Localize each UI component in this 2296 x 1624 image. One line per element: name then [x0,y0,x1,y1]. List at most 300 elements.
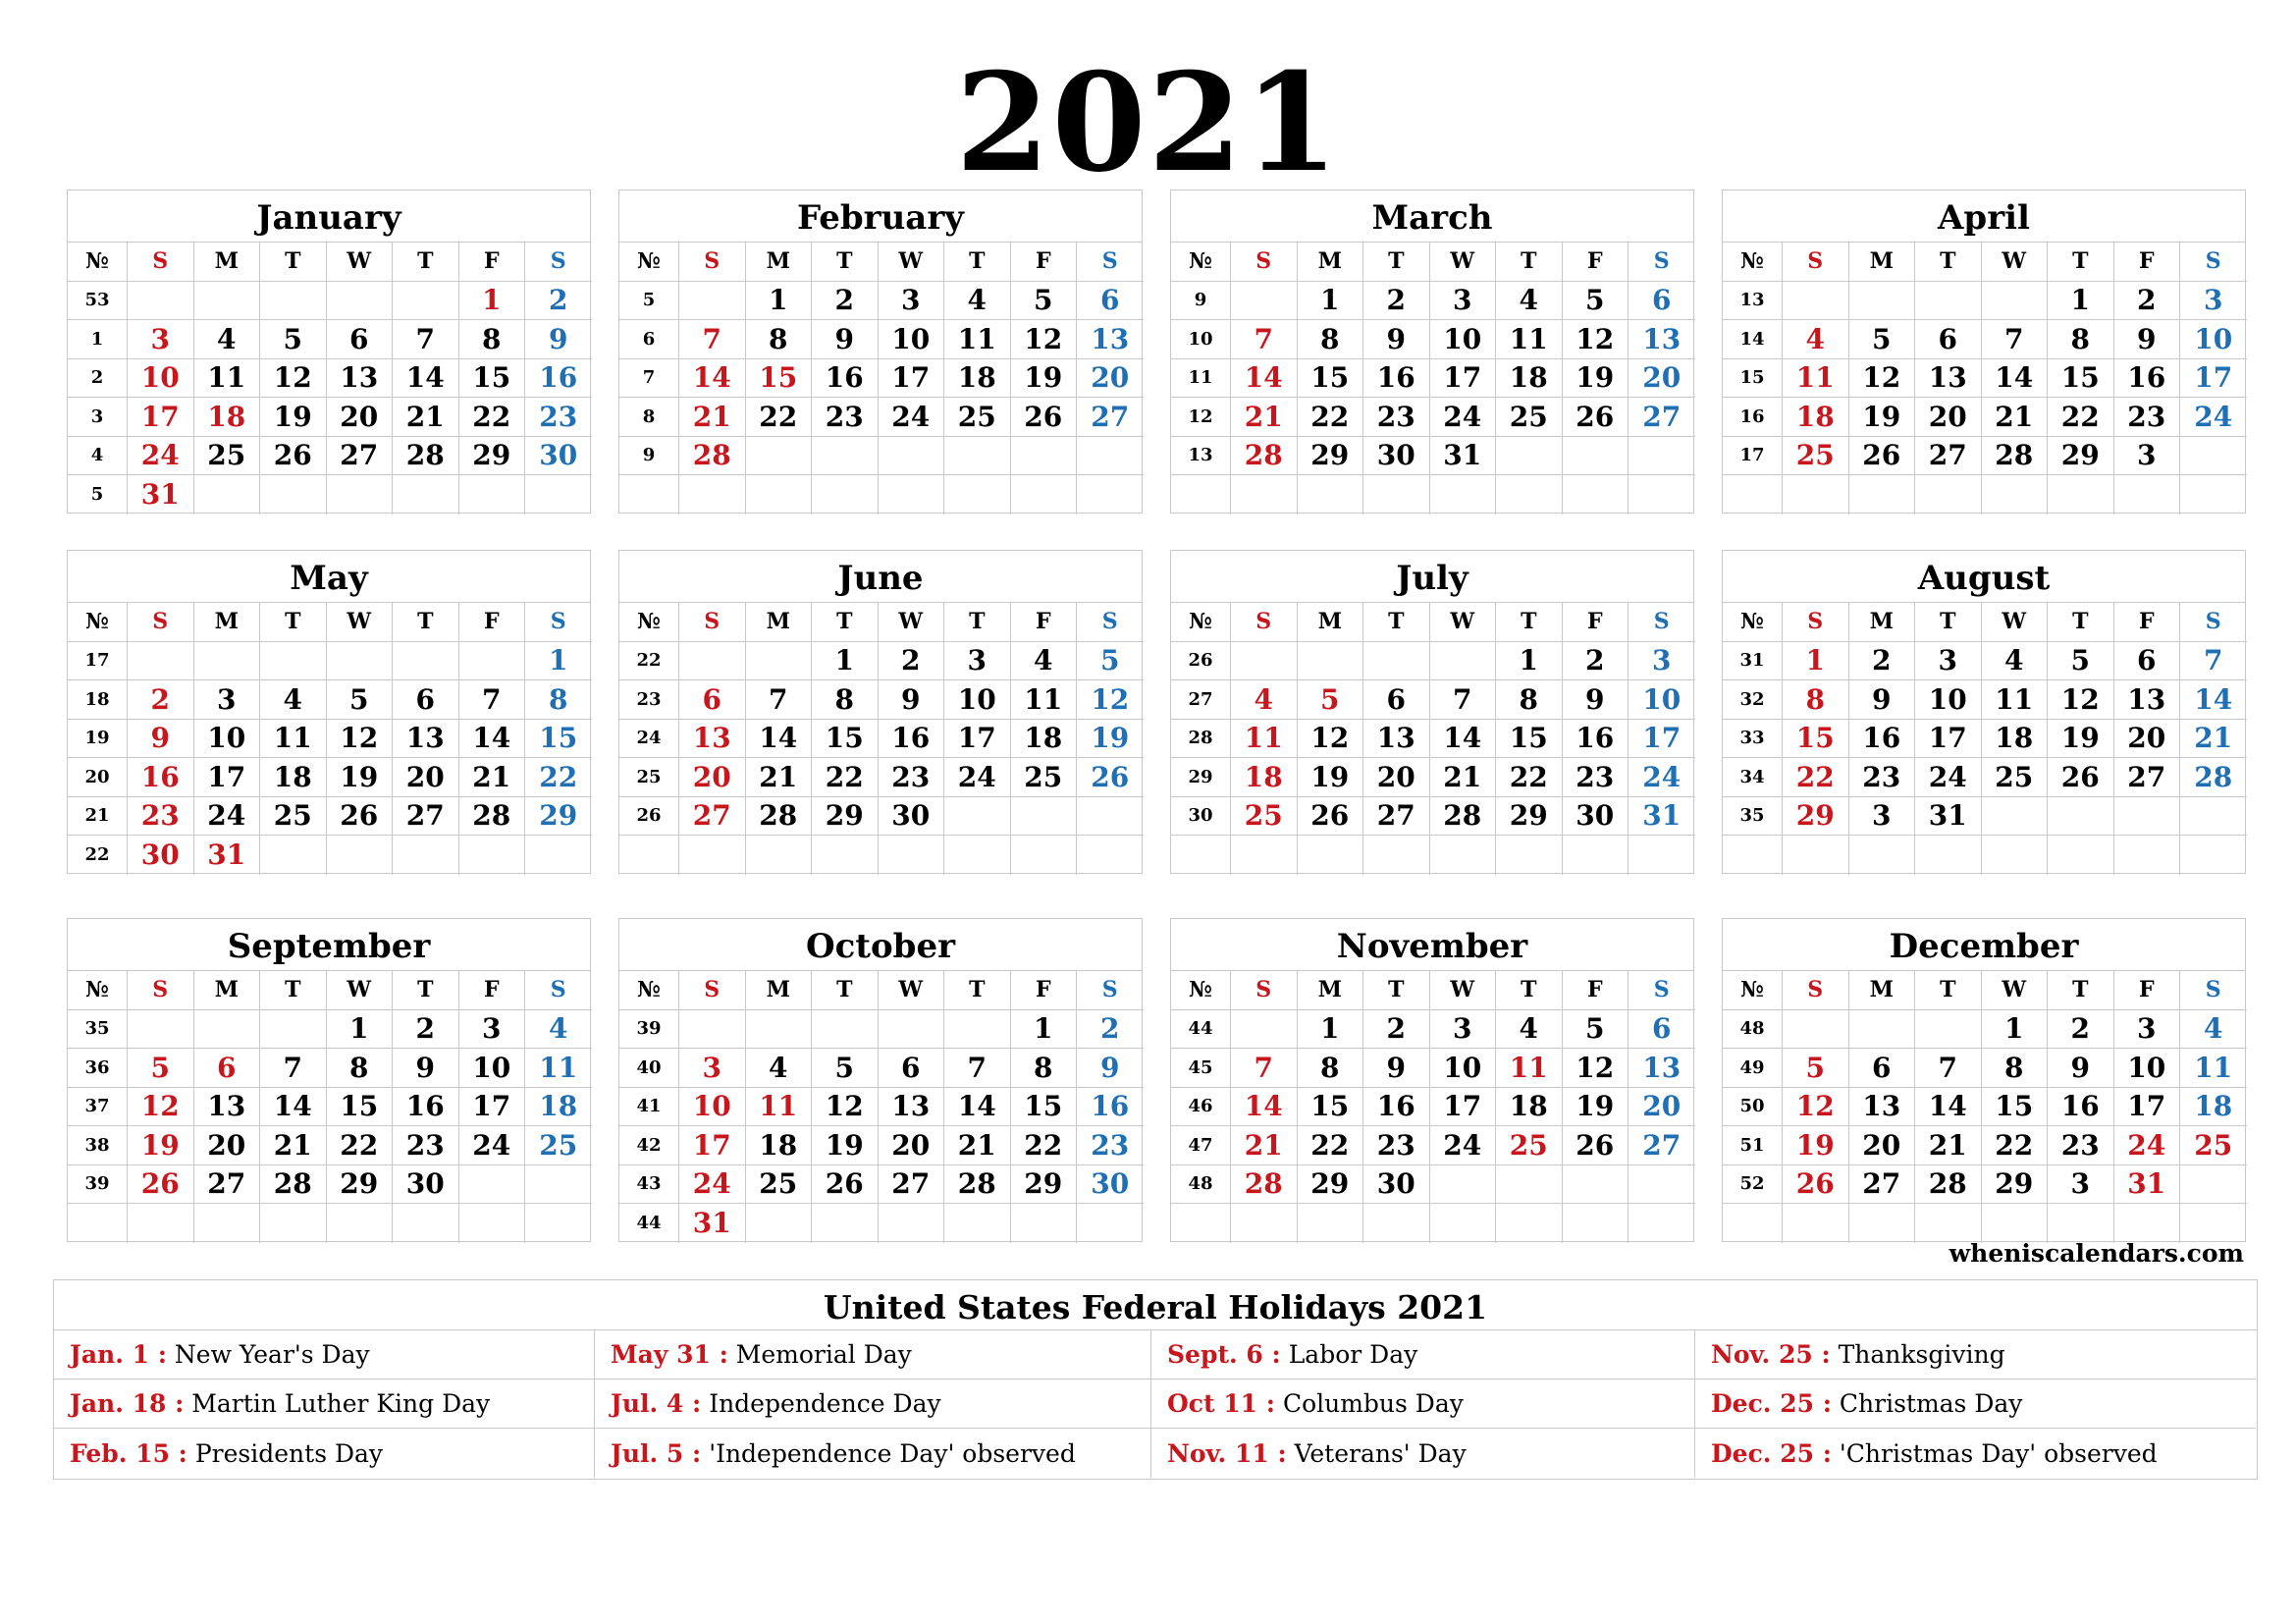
week-number-header: № [1723,243,1783,282]
weekday-header: S [1629,243,1695,282]
empty-day-cell [1011,475,1078,514]
day-cell: 13 [1915,359,1982,399]
day-cell: 12 [1563,1049,1629,1088]
day-cell: 19 [812,1126,879,1165]
holiday-date: Jan. 1 : [70,1340,167,1369]
empty-day-cell [1563,1165,1629,1205]
month-grid [68,971,590,1243]
day-cell: 18 [944,359,1011,399]
day-cell: 9 [2048,1049,2114,1088]
day-cell: 6 [879,1049,945,1088]
weekday-header: S [1231,603,1298,642]
day-cell: 20 [1363,758,1430,797]
month-name: November [1171,919,1693,971]
day-cell: 26 [1783,1165,1849,1205]
day-cell: 22 [746,398,813,437]
weekday-header: T [1915,603,1982,642]
weekday-header: S [525,971,592,1010]
day-cell: 13 [679,720,746,759]
empty-day-cell [1563,437,1629,476]
day-cell: 7 [746,680,813,720]
week-number: 39 [619,1010,679,1050]
weekday-header: M [1849,243,1916,282]
week-number: 5 [68,475,128,514]
week-number: 5 [619,282,679,321]
empty-day-cell [1231,1010,1298,1050]
month-grid [619,971,1142,1243]
empty-day-cell [459,642,526,681]
empty-day-cell [944,1204,1011,1243]
holiday-name: Christmas Day [1839,1389,2023,1418]
weekday-header: T [1915,971,1982,1010]
holiday-entry [595,1330,1151,1380]
day-cell: 29 [1783,797,1849,837]
empty-day-cell [1982,1204,2049,1243]
empty-day-cell [746,1204,813,1243]
empty-day-cell [393,282,459,321]
day-cell: 28 [393,437,459,476]
day-cell: 6 [1363,680,1430,720]
day-cell: 21 [459,758,526,797]
holiday-name: Veterans' Day [1294,1438,1467,1468]
day-cell: 12 [1563,320,1629,359]
week-number: 21 [68,797,128,837]
week-number: 22 [68,836,128,875]
empty-day-cell [1496,475,1563,514]
empty-day-cell [812,437,879,476]
day-cell: 6 [2114,642,2181,681]
weekday-header: T [393,243,459,282]
day-cell: 4 [1011,642,1078,681]
empty-day-cell [679,836,746,875]
week-number: 53 [68,282,128,321]
week-number-header: № [68,603,128,642]
day-cell: 31 [2114,1165,2181,1205]
weekday-header: S [679,971,746,1010]
week-number: 39 [68,1165,128,1205]
weekday-header: M [746,603,813,642]
empty-day-cell [260,282,327,321]
weekday-header: M [194,603,261,642]
day-cell: 10 [679,1088,746,1127]
day-cell: 14 [2180,680,2247,720]
day-cell: 26 [1011,398,1078,437]
day-cell: 4 [1496,1010,1563,1050]
month-name: March [1171,190,1693,243]
day-cell: 25 [1496,398,1563,437]
week-number [68,1204,128,1243]
empty-day-cell [812,475,879,514]
day-cell: 8 [1298,1049,1364,1088]
empty-day-cell [128,282,194,321]
day-cell: 19 [327,758,394,797]
day-cell: 18 [194,398,261,437]
day-cell: 27 [679,797,746,837]
day-cell: 25 [1231,797,1298,837]
day-cell: 7 [1982,320,2049,359]
empty-day-cell [2048,836,2114,875]
month-name: October [619,919,1142,971]
day-cell: 16 [879,720,945,759]
day-cell: 12 [327,720,394,759]
day-cell: 4 [194,320,261,359]
month-february [618,189,1143,514]
day-cell: 26 [128,1165,194,1205]
day-cell: 15 [1783,720,1849,759]
empty-day-cell [879,1010,945,1050]
empty-day-cell [1298,642,1364,681]
day-cell: 29 [459,437,526,476]
day-cell: 5 [260,320,327,359]
day-cell: 3 [2180,282,2247,321]
weekday-header: S [2180,971,2247,1010]
day-cell: 11 [2180,1049,2247,1088]
empty-day-cell [1231,1204,1298,1243]
month-grid [1171,603,1693,875]
day-cell: 20 [2114,720,2181,759]
month-august [1722,550,2246,874]
day-cell: 25 [944,398,1011,437]
weekday-header: W [1430,243,1497,282]
holiday-name: 'Christmas Day' observed [1839,1438,2158,1468]
day-cell: 23 [1363,398,1430,437]
day-cell: 24 [679,1165,746,1205]
day-cell: 30 [1363,437,1430,476]
day-cell: 20 [393,758,459,797]
day-cell: 24 [1629,758,1695,797]
empty-day-cell [1496,1165,1563,1205]
empty-day-cell [2048,797,2114,837]
day-cell: 4 [525,1010,592,1050]
weekday-header: F [459,603,526,642]
empty-day-cell [812,1010,879,1050]
weekday-header: M [746,243,813,282]
day-cell: 30 [1077,1165,1144,1205]
day-cell: 11 [1783,359,1849,399]
day-cell: 9 [812,320,879,359]
day-cell: 18 [1783,398,1849,437]
day-cell: 14 [260,1088,327,1127]
week-number: 46 [1171,1088,1231,1127]
empty-day-cell [1298,836,1364,875]
day-cell: 17 [2114,1088,2181,1127]
day-cell: 13 [327,359,394,399]
day-cell: 14 [944,1088,1011,1127]
week-number: 18 [68,680,128,720]
day-cell: 6 [1849,1049,1916,1088]
day-cell: 17 [1430,359,1497,399]
day-cell: 16 [1563,720,1629,759]
week-number: 11 [1171,359,1231,399]
day-cell: 22 [1783,758,1849,797]
weekday-header: S [1783,971,1849,1010]
day-cell: 1 [327,1010,394,1050]
day-cell: 17 [1915,720,1982,759]
day-cell: 29 [2048,437,2114,476]
calendar-year-title: 2021 [955,42,1341,202]
day-cell: 1 [1298,282,1364,321]
week-number: 20 [68,758,128,797]
holidays-title: United States Federal Holidays 2021 [54,1280,2257,1330]
week-number: 15 [1723,359,1783,399]
week-number: 45 [1171,1049,1231,1088]
day-cell: 27 [1629,398,1695,437]
day-cell: 24 [944,758,1011,797]
day-cell: 8 [1982,1049,2049,1088]
day-cell: 2 [1849,642,1916,681]
day-cell: 25 [1496,1126,1563,1165]
day-cell: 25 [1011,758,1078,797]
empty-day-cell [1563,836,1629,875]
empty-day-cell [1363,642,1430,681]
empty-day-cell [1982,797,2049,837]
empty-day-cell [1011,437,1078,476]
day-cell: 16 [393,1088,459,1127]
weekday-header: T [944,971,1011,1010]
weekday-header: M [1298,971,1364,1010]
holiday-name: Independence Day [709,1389,941,1418]
holiday-name: Martin Luther King Day [191,1389,491,1418]
empty-day-cell [459,475,526,514]
day-cell: 17 [1430,1088,1497,1127]
day-cell: 27 [879,1165,945,1205]
weekday-header: T [1363,603,1430,642]
holiday-entry [595,1429,1151,1478]
weekday-header: T [1363,971,1430,1010]
week-number: 44 [619,1204,679,1243]
day-cell: 11 [1011,680,1078,720]
day-cell: 24 [194,797,261,837]
day-cell: 20 [1629,1088,1695,1127]
empty-day-cell [879,836,945,875]
day-cell: 13 [1077,320,1144,359]
day-cell: 17 [944,720,1011,759]
day-cell: 5 [1783,1049,1849,1088]
day-cell: 1 [1011,1010,1078,1050]
day-cell: 17 [679,1126,746,1165]
week-number: 7 [619,359,679,399]
empty-day-cell [1783,475,1849,514]
day-cell: 3 [194,680,261,720]
day-cell: 24 [1915,758,1982,797]
day-cell: 27 [393,797,459,837]
empty-day-cell [1077,797,1144,837]
day-cell: 12 [812,1088,879,1127]
weekday-header: W [879,971,945,1010]
month-april [1722,189,2246,514]
empty-day-cell [327,836,394,875]
holiday-date: Nov. 25 : [1711,1340,1831,1369]
empty-day-cell [1231,836,1298,875]
day-cell: 19 [1077,720,1144,759]
week-number: 34 [1723,758,1783,797]
day-cell: 6 [679,680,746,720]
empty-day-cell [2180,797,2247,837]
empty-day-cell [1783,282,1849,321]
day-cell: 9 [2114,320,2181,359]
day-cell: 27 [1915,437,1982,476]
day-cell: 8 [1496,680,1563,720]
week-number: 13 [1723,282,1783,321]
day-cell: 7 [393,320,459,359]
empty-day-cell [1783,1204,1849,1243]
empty-day-cell [525,1165,592,1205]
weekday-header: T [1915,243,1982,282]
day-cell: 10 [944,680,1011,720]
empty-day-cell [194,282,261,321]
holiday-date: Dec. 25 : [1711,1389,1832,1418]
day-cell: 3 [2114,1010,2181,1050]
day-cell: 25 [1783,437,1849,476]
empty-day-cell [2180,475,2247,514]
day-cell: 18 [525,1088,592,1127]
day-cell: 15 [1298,1088,1364,1127]
weekday-header: S [128,243,194,282]
weekday-header: W [1430,603,1497,642]
day-cell: 28 [1231,437,1298,476]
empty-day-cell [459,1204,526,1243]
week-number: 14 [1723,320,1783,359]
day-cell: 8 [1011,1049,1078,1088]
empty-day-cell [1430,1204,1497,1243]
empty-day-cell [879,475,945,514]
weekday-header: S [525,603,592,642]
empty-day-cell [2180,1165,2247,1205]
day-cell: 25 [260,797,327,837]
day-cell: 9 [128,720,194,759]
day-cell: 1 [1496,642,1563,681]
weekday-header: W [1982,603,2049,642]
day-cell: 26 [812,1165,879,1205]
week-number: 32 [1723,680,1783,720]
holiday-entry [1695,1380,2256,1429]
day-cell: 25 [1982,758,2049,797]
day-cell: 1 [2048,282,2114,321]
day-cell: 1 [1298,1010,1364,1050]
day-cell: 23 [2048,1126,2114,1165]
day-cell: 26 [2048,758,2114,797]
day-cell: 6 [393,680,459,720]
empty-day-cell [1915,475,1982,514]
day-cell: 2 [525,282,592,321]
day-cell: 28 [1231,1165,1298,1205]
day-cell: 6 [1915,320,1982,359]
empty-day-cell [746,642,813,681]
month-grid [619,243,1142,514]
day-cell: 26 [1563,398,1629,437]
empty-day-cell [525,1204,592,1243]
day-cell: 6 [1629,1010,1695,1050]
day-cell: 24 [879,398,945,437]
week-number: 38 [68,1126,128,1165]
day-cell: 30 [879,797,945,837]
day-cell: 2 [812,282,879,321]
holiday-date: Oct 11 : [1167,1389,1275,1418]
weekday-header: T [1496,243,1563,282]
empty-day-cell [1629,437,1695,476]
week-number: 26 [619,797,679,837]
day-cell: 3 [944,642,1011,681]
day-cell: 7 [679,320,746,359]
day-cell: 25 [194,437,261,476]
empty-day-cell [1629,475,1695,514]
week-number: 31 [1723,642,1783,681]
empty-day-cell [1298,475,1364,514]
week-number [1171,475,1231,514]
day-cell: 23 [393,1126,459,1165]
day-cell: 28 [1915,1165,1982,1205]
month-name: June [619,551,1142,603]
week-number [619,475,679,514]
weekday-header: F [2114,243,2181,282]
day-cell: 31 [1629,797,1695,837]
day-cell: 14 [393,359,459,399]
day-cell: 14 [1982,359,2049,399]
empty-day-cell [1915,1010,1982,1050]
empty-day-cell [944,437,1011,476]
month-name: August [1723,551,2245,603]
week-number: 51 [1723,1126,1783,1165]
weekday-header: M [1298,603,1364,642]
day-cell: 10 [2114,1049,2181,1088]
empty-day-cell [1231,642,1298,681]
day-cell: 21 [1430,758,1497,797]
empty-day-cell [1496,1204,1563,1243]
day-cell: 21 [2180,720,2247,759]
day-cell: 10 [879,320,945,359]
day-cell: 16 [1363,359,1430,399]
month-grid [619,603,1142,875]
week-number: 49 [1723,1049,1783,1088]
empty-day-cell [679,475,746,514]
month-name: February [619,190,1142,243]
website-credit[interactable]: wheniscalendars.com [1949,1239,2244,1268]
day-cell: 10 [1430,320,1497,359]
month-grid [1723,971,2245,1243]
day-cell: 19 [2048,720,2114,759]
day-cell: 24 [1430,1126,1497,1165]
empty-day-cell [393,475,459,514]
day-cell: 29 [1298,1165,1364,1205]
day-cell: 4 [1231,680,1298,720]
weekday-header: S [1231,971,1298,1010]
weekday-header: T [1363,243,1430,282]
weekday-header: M [194,243,261,282]
empty-day-cell [260,1204,327,1243]
weekday-header: F [1011,971,1078,1010]
week-number-header: № [68,971,128,1010]
day-cell: 7 [944,1049,1011,1088]
day-cell: 23 [1849,758,1916,797]
day-cell: 22 [1298,1126,1364,1165]
day-cell: 20 [194,1126,261,1165]
day-cell: 7 [1430,680,1497,720]
day-cell: 24 [128,437,194,476]
holiday-entry [1151,1429,1695,1478]
weekday-header: T [1496,603,1563,642]
day-cell: 28 [1430,797,1497,837]
weekday-header: S [679,603,746,642]
empty-day-cell [812,836,879,875]
day-cell: 20 [1849,1126,1916,1165]
day-cell: 12 [1849,359,1916,399]
day-cell: 3 [1629,642,1695,681]
day-cell: 4 [1496,282,1563,321]
week-number-header: № [619,603,679,642]
empty-day-cell [2180,1204,2247,1243]
day-cell: 11 [525,1049,592,1088]
weekday-header: S [1783,243,1849,282]
